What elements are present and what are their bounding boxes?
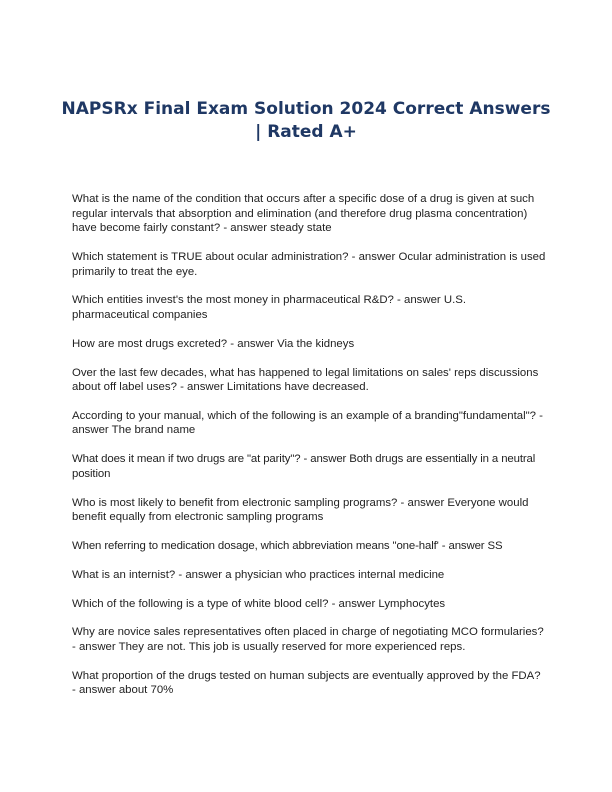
qa-item-10: What is an internist? - answer a physician who practices internal medicine (72, 568, 445, 581)
qa-list (72, 192, 546, 712)
qa-item-12: Why are novice sales representatives often placed in charge of negotiating MCO formularies? - answer They are not. This job is usually reserved for more experienced reps. (72, 626, 544, 653)
qa-item-13: What proportion of the drugs tested on human subjects are eventually approved by the FDA? - answer about 70% (72, 669, 541, 697)
qa-item-7: What does it mean if two drugs are "at parity"? - answer Both drugs are essentially in a neutral position (72, 453, 536, 480)
qa-item-11: Which of the following is a type of white blood cell? - answer Lymphocytes (72, 597, 446, 610)
qa-item-6: According to your manual, which of the following is an example of a branding"fundamental"? - answer The brand name (72, 409, 543, 437)
qa-item-2: Which statement is TRUE about ocular administration? - answer Ocular administration is used primarily to treat the eye. (72, 250, 546, 278)
qa-item-3: Which entities invest's the most money in pharmaceutical R&D? - answer U.S. pharmaceutical companies (72, 294, 467, 321)
qa-item-8: Who is most likely to benefit from electronic sampling programs? - answer Everyone would benefit equally from electronic sampling programs (72, 496, 529, 524)
qa-item-1: What is the name of the condition that occurs after a specific dose of a drug is given at such regular intervals that absorption and elimination (and therefore drug plasma concentration) have become fairly constant? - answer steady state (72, 193, 535, 235)
qa-item-5: Over the last few decades, what has happened to legal limitations on sales' reps discussions about off label uses? - answer Limitations have decreased. (72, 366, 539, 394)
document-title: NAPSRx Final Exam Solution 2024 Correct Answers | Rated A+ (61, 99, 551, 142)
qa-item-9: When referring to medication dosage, which abbreviation means "one-half' - answer SS (72, 540, 503, 552)
qa-item-4: How are most drugs excreted? - answer Via the kidneys (72, 337, 355, 350)
